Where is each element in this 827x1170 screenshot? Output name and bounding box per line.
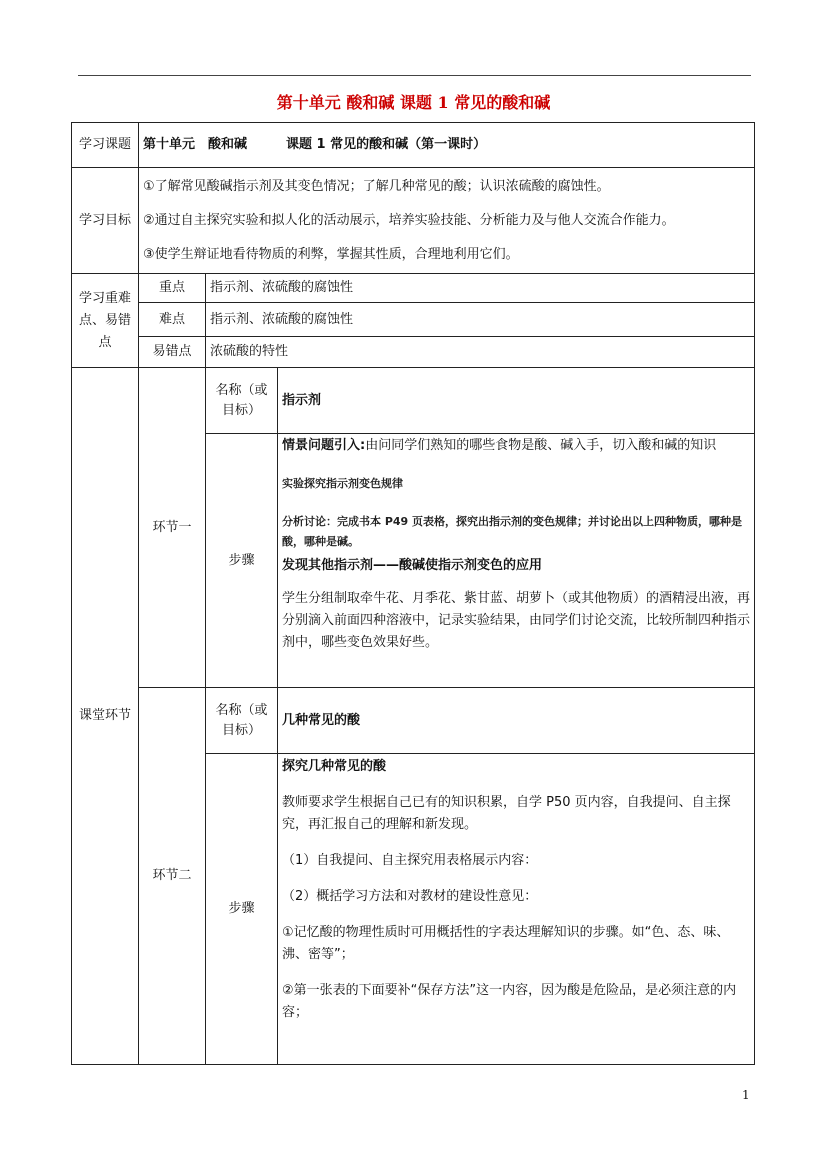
seg2-step-label: 步骤 (206, 754, 278, 1065)
seg1-name-row (72, 368, 755, 434)
seg2-p3: （2）概括学习方法和对教材的建设性意见： (282, 889, 538, 904)
seg1-intro-bold: 情景问题引入: (282, 438, 366, 453)
seg2-steps (278, 754, 755, 1065)
classroom-label: 课堂环节 (72, 368, 139, 1065)
seg2-title: 探究几种常见的酸 (282, 759, 387, 774)
goal-3: ③使学生辩证地看待物质的利弊，掌握其性质，合理地利用它们。 (143, 246, 519, 262)
seg1-label: 环节一 (139, 368, 206, 688)
seg1-exp-title: 实验探究指示剂变色规律 (282, 477, 403, 490)
key-k-3: 易错点 (139, 337, 206, 368)
topic-value: 第十单元 酸和碱 课题 1 常见的酸和碱（第一课时） (139, 123, 755, 168)
goal-1: ①了解常见酸碱指示剂及其变色情况；了解几种常见的酸；认识浓硫酸的腐蚀性。 (143, 178, 610, 194)
goals-label: 学习目标 (72, 168, 139, 274)
lesson-plan-table (71, 122, 755, 1065)
seg2-name-label: 名称（或目标） (206, 688, 278, 754)
seg1-other-text: 学生分组制取牵牛花、月季花、紫甘蓝、胡萝卜（或其他物质）的酒精浸出液，再分别滴入前面四种溶液中，记录实验结果，由同学们讨论交流，比较所制四种指示剂中，哪些变色效果好些。 (282, 591, 751, 650)
key-v-2: 指示剂、浓硫酸的腐蚀性 (206, 303, 755, 337)
row-key-point (72, 274, 755, 303)
goals-cell (139, 168, 755, 274)
row-difficult-point (72, 303, 755, 337)
seg2-label: 环节二 (139, 688, 206, 1065)
seg1-step-label: 步骤 (206, 434, 278, 688)
goal-2: ②通过自主探究实验和拟人化的活动展示，培养实验技能、分析能力及与他人交流合作能力。 (143, 212, 675, 228)
seg2-p1: 教师要求学生根据自己已有的知识积累，自学 P50 页内容，自我提问、自主探究，再汇报自己的理解和新发现。 (282, 795, 731, 832)
topic-label: 学习课题 (72, 123, 139, 168)
key-k-2: 难点 (139, 303, 206, 337)
row-topic (72, 123, 755, 168)
seg2-p2: （1）自我提问、自主探究用表格展示内容： (282, 853, 538, 868)
seg1-name: 指示剂 (278, 368, 755, 434)
seg1-name-label: 名称（或目标） (206, 368, 278, 434)
seg2-name: 几种常见的酸 (278, 688, 755, 754)
page-number: 1 (742, 1088, 750, 1102)
seg2-name-row (72, 688, 755, 754)
row-error-point (72, 337, 755, 368)
seg2-p5: ②第一张表的下面要补“保存方法”这一内容，因为酸是危险品，是必须注意的内容； (282, 983, 737, 1020)
seg1-steps (278, 434, 755, 688)
key-label: 学习重难点、易错点 (72, 274, 139, 368)
document-title: 第十单元 酸和碱 课题 1 常见的酸和碱 (276, 93, 551, 112)
seg1-other-title: 发现其他指示剂——酸碱使指示剂变色的应用 (282, 558, 543, 573)
seg1-analysis-text: 完成书本 P49 页表格，探究出指示剂的变色规律；并讨论出以上四种物质，哪种是酸，哪种是碱。 (282, 515, 743, 548)
key-v-1: 指示剂、浓硫酸的腐蚀性 (206, 274, 755, 303)
seg2-p4: ①记忆酸的物理性质时可用概括性的字表达理解知识的步骤。如“色、态、味、沸、密等”； (282, 925, 730, 962)
key-k-1: 重点 (139, 274, 206, 303)
row-goals (72, 168, 755, 274)
seg1-analysis-bold: 分析讨论： (282, 515, 337, 528)
seg1-intro-text: 由问同学们熟知的哪些食物是酸、碱入手，切入酸和碱的知识 (365, 438, 717, 453)
key-v-3: 浓硫酸的特性 (206, 337, 755, 368)
header-rule (78, 75, 751, 76)
